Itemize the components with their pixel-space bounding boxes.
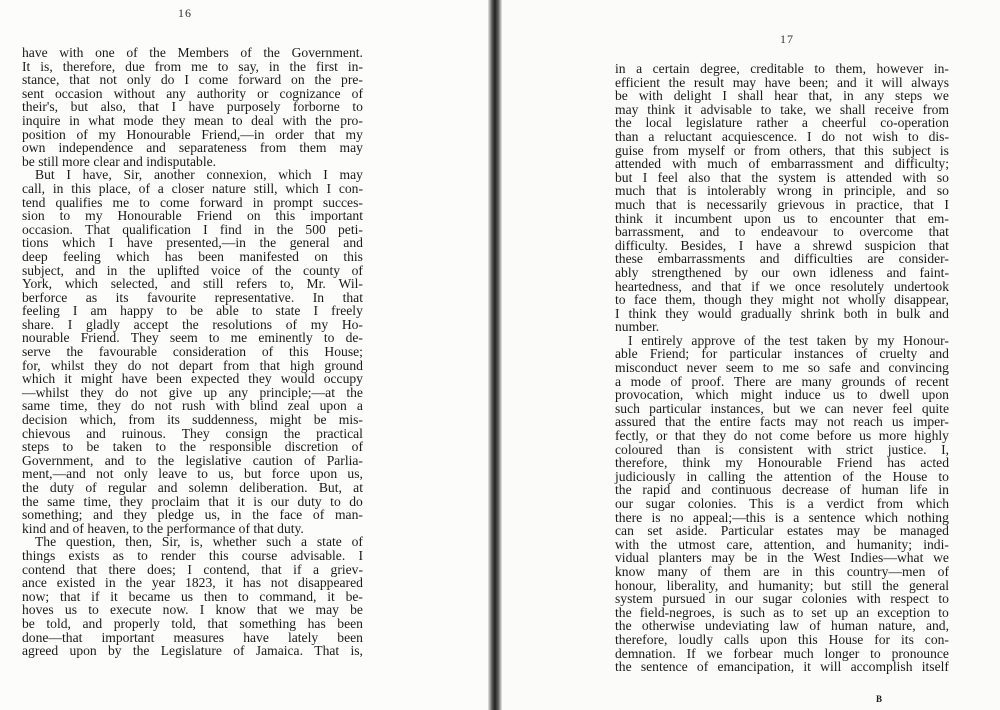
paragraph xyxy=(22,535,363,657)
text-line: misconduct never seem to me so safe and convincing xyxy=(615,360,949,376)
text-line: —whilst they do not give up any principle;—at the xyxy=(22,384,363,400)
text-line: agreed upon by the Legislature of Jamaica. That is, xyxy=(22,643,363,659)
text-line: but I feel also that the system is attended with so xyxy=(615,169,949,185)
text-line: occasion. That qualification I find in the 500 peti- xyxy=(22,221,363,237)
text-line: demnation. If we forbear much longer to pronounce xyxy=(615,645,949,661)
text-line: same time, they do not rush with blind zeal upon a xyxy=(22,398,363,414)
text-line: decision which, from its suddenness, might be mis- xyxy=(22,412,363,428)
right-page xyxy=(500,0,1000,710)
text-line: assured that the entire facts may not reach us imper- xyxy=(615,414,949,430)
text-line: their's, but also, that I have purposely forborne to xyxy=(22,99,363,115)
text-line: call, in this place, of a closer nature still, which I con- xyxy=(22,180,363,196)
text-line: able Friend; for particular instances of cruelty and xyxy=(615,346,949,362)
text-line: The question, then, Sir, is, whether such a state of xyxy=(35,534,363,550)
text-line: have with one of the Members of the Government. xyxy=(22,45,363,60)
text-line: steps to be taken to the responsible discretion of xyxy=(22,439,363,455)
text-line: the field-negroes, is such as to set up an exception to xyxy=(615,604,949,620)
text-line: serve the favourable consideration of this House; xyxy=(22,344,363,360)
text-line: I think they would gradually shrink both in bulk and xyxy=(615,305,949,321)
text-line: vidual planters may be in the West Indies—what we xyxy=(615,550,949,566)
text-line: tions which I have presented,—in the general and xyxy=(22,235,363,251)
text-line: the rapid and continuous decrease of human life in xyxy=(615,482,949,498)
page-body xyxy=(22,46,363,658)
text-line: Government, and to the legislative caution of Parlia- xyxy=(22,452,363,468)
text-line: a mode of proof. There are many grounds of recent xyxy=(615,373,949,389)
text-line: the same time, they proclaim that it is our duty to do xyxy=(22,493,363,509)
left-page xyxy=(0,0,492,710)
text-line: than a reluctant acquiescence. I do not wish to dis- xyxy=(615,128,949,144)
text-line: there is no appeal;—this is a sentence which nothing xyxy=(615,509,949,525)
text-line: hoves us to execute now. I know that we may be xyxy=(22,602,363,618)
text-line: be still more clear and indisputable. xyxy=(22,153,217,169)
text-line: berforce as its favourite representative. In that xyxy=(22,289,363,305)
text-line: heartedness, and that if we once resolutely undertook xyxy=(615,278,949,294)
text-line: nourable Friend. They seem to me eminently to de- xyxy=(22,330,363,346)
text-line: can set aside. Particular estates may be managed xyxy=(615,523,949,539)
text-line: in a certain degree, creditable to them, however in- xyxy=(615,61,949,76)
text-line: tend qualifies me to come forward in prompt succes- xyxy=(22,194,363,210)
text-line: fectly, or that they do not come before us more highly xyxy=(615,428,949,444)
text-line: these embarrassments and difficulties are consider- xyxy=(615,251,949,267)
text-line: to face them, though they might not wholly disappear, xyxy=(615,292,949,308)
paragraph xyxy=(615,62,949,334)
text-line: therefore, think my Honourable Friend has acted xyxy=(615,455,949,471)
paragraph xyxy=(615,334,949,674)
text-line: our sugar colonies. This is a verdict from which xyxy=(615,496,949,511)
text-line: attended with much of embarrassment and difficulty; xyxy=(615,156,949,172)
text-line: coloured than is consistent with strict justice. I, xyxy=(615,441,949,457)
text-line: barrassment, and to endeavour to overcome that xyxy=(615,224,949,240)
text-line: the local legislature rather a cheerful co-operation xyxy=(615,115,949,131)
text-line: honour, liberality, and humanity; but still the general xyxy=(615,577,949,593)
page-body xyxy=(615,62,949,674)
text-line: such particular instances, but we can never feel quite xyxy=(615,400,949,416)
page-number: 17 xyxy=(780,32,794,46)
signature-mark: B xyxy=(876,694,883,704)
text-line: guise from myself or from others, that this subject is xyxy=(615,142,949,158)
paragraph xyxy=(22,168,363,535)
text-line: something; and they pledge us, in the face of man- xyxy=(22,507,363,523)
text-line: I entirely approve of the test taken by my Honour- xyxy=(628,332,949,348)
text-line: stance, that not only do I come forward on the pre- xyxy=(22,72,363,88)
text-line: contend that there does; I contend, that if a griev- xyxy=(22,561,363,577)
text-line: feeling I am happy to be able to state I freely xyxy=(22,303,363,319)
text-line: done—that important measures have lately been xyxy=(22,629,363,645)
text-line: the duty of regular and solemn deliberation. But, at xyxy=(22,480,363,495)
text-line: sion to my Honourable Friend on this important xyxy=(22,208,363,224)
text-line: think it incumbent upon us to encounter that em- xyxy=(615,210,949,226)
paragraph xyxy=(22,46,363,168)
text-line: chievous and ruinous. They consign the practical xyxy=(22,425,363,441)
text-line: for, whilst they do not depart from that high ground xyxy=(22,357,363,373)
text-line: much that is intolerably wrong in principle, and so xyxy=(615,183,949,199)
text-line: with the utmost care, attention, and humanity; indi- xyxy=(615,536,949,552)
text-line: the otherwise undeviating law of human nature, and, xyxy=(615,618,949,634)
text-line: own independence and separateness from them may xyxy=(22,140,363,156)
text-line: efficient the result may have been; and it will always xyxy=(615,74,949,90)
text-line: deep feeling which has been manifested on this xyxy=(22,248,363,264)
page-number: 16 xyxy=(178,6,192,20)
text-line: the sentence of emancipation, it will accomplish itself xyxy=(615,659,949,675)
text-line: know many of them are in this country—men of xyxy=(615,563,949,579)
text-line: inquire in what mode they mean to deal with the pro- xyxy=(22,112,363,128)
book-gutter xyxy=(488,0,502,710)
text-line: ably strengthened by our own idleness and faint- xyxy=(615,264,949,280)
text-line: therefore, loudly calls upon this House for its con- xyxy=(615,631,949,647)
text-line: It is, therefore, due from me to say, in the first in- xyxy=(22,58,363,74)
text-line: much that is necessarily grievous in practice, that I xyxy=(615,196,949,212)
text-line: be with delight I shall hear that, in any steps we xyxy=(615,88,949,104)
text-line: subject, and in the uplifted voice of the county of xyxy=(22,262,363,278)
text-line: may think it advisable to take, we shall receive from xyxy=(615,101,949,117)
text-line: share. I gladly accept the resolutions of my Ho- xyxy=(22,316,363,332)
text-line: But I have, Sir, another connexion, which I may xyxy=(35,167,363,183)
text-line: now; that if it became us then to command, it be- xyxy=(22,588,363,604)
text-line: judiciously in calling the attention of the House to xyxy=(615,468,949,484)
text-line: things exists as to render this course advisable. I xyxy=(22,547,363,563)
text-line: which it might have been expected they would occupy xyxy=(22,371,363,387)
text-line: ance existed in the year 1823, it has not disappeared xyxy=(22,575,363,591)
text-line: ment,—and not only leave to us, but force upon us, xyxy=(22,466,363,482)
text-line: position of my Honourable Friend,—in order that my xyxy=(22,126,363,142)
text-line: kind and of heaven, to the performance of that duty. xyxy=(22,520,304,536)
text-line: sent occasion without any authority or cognizance of xyxy=(22,85,363,101)
text-line: York, which selected, and still refers to, Mr. Wil- xyxy=(22,276,363,292)
text-line: be told, and properly told, that something has been xyxy=(22,615,363,631)
text-line: provocation, which might induce us to dwell upon xyxy=(615,387,949,403)
text-line: difficulty. Besides, I have a shrewd suspicion that xyxy=(615,237,949,253)
text-line: number. xyxy=(615,319,660,335)
text-line: system pursued in our sugar colonies with respect to xyxy=(615,591,949,607)
